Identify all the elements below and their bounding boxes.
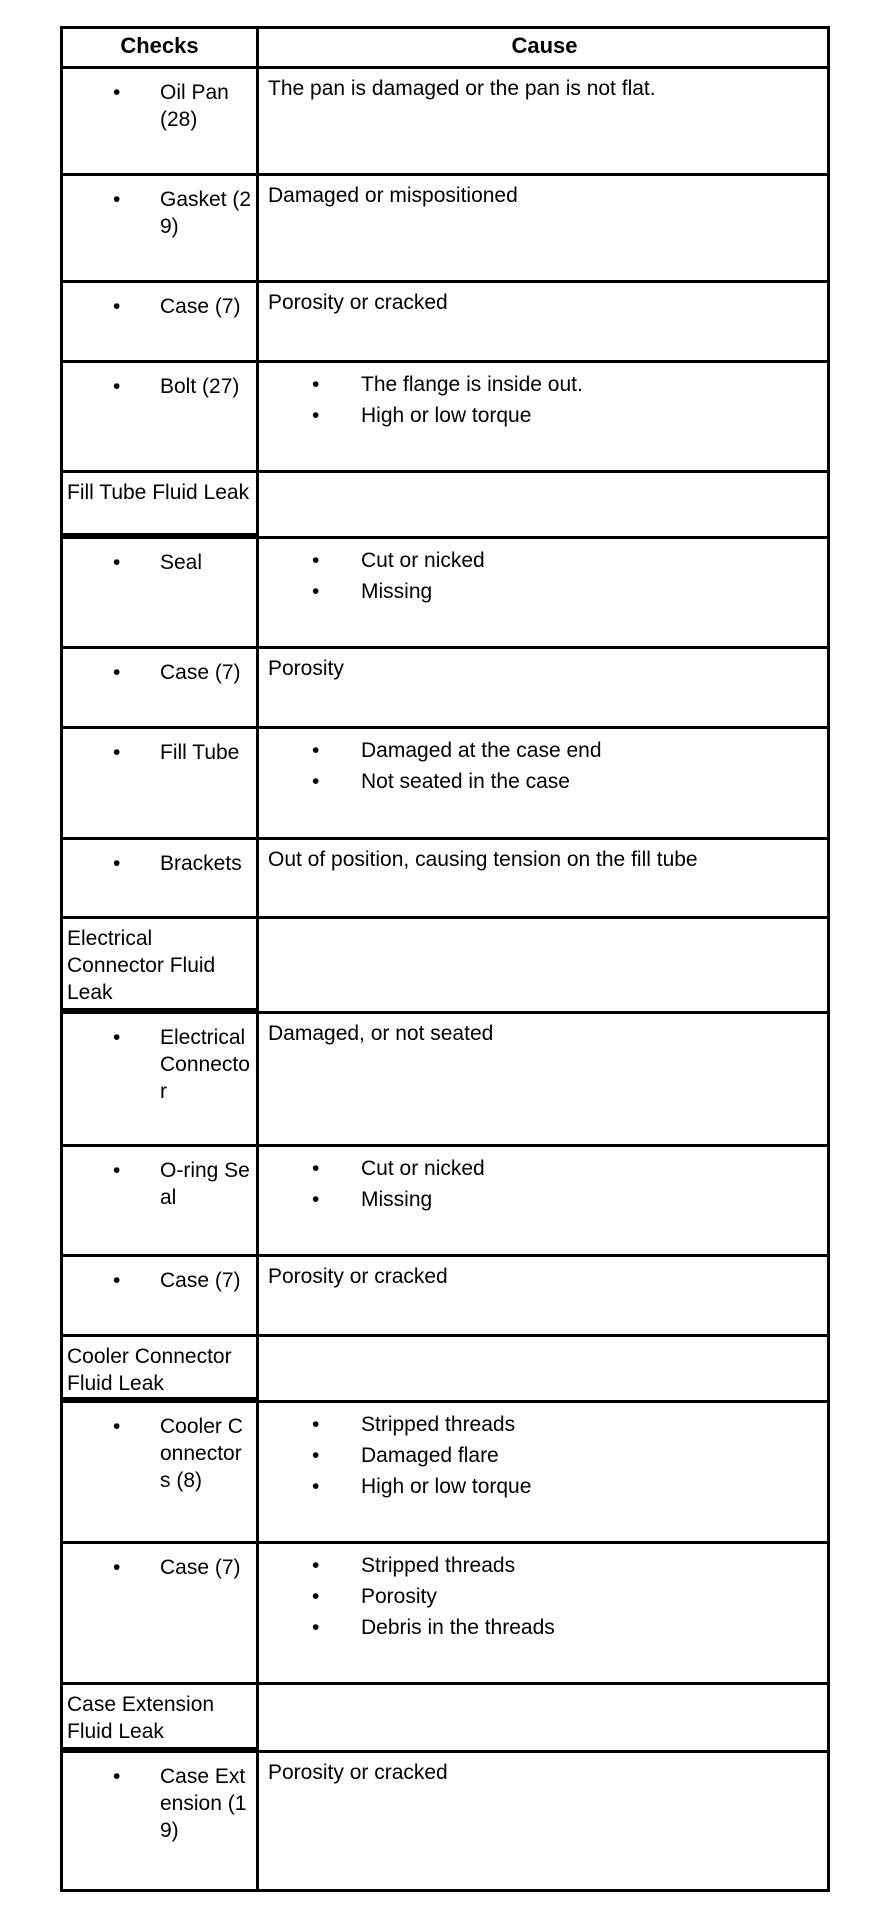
bullet: • (312, 404, 320, 427)
cause-item: Stripped threads (361, 1413, 516, 1436)
list-item (262, 576, 827, 607)
cause-cell (262, 176, 827, 280)
cause-item: High or low torque (361, 404, 532, 427)
table-row (63, 840, 827, 919)
check-label: Case (7) (160, 295, 241, 318)
list-item (262, 735, 827, 766)
check-cell (63, 1014, 259, 1144)
table-row (63, 283, 827, 363)
table-row (63, 1014, 827, 1147)
table-row (63, 729, 827, 840)
bullet: • (312, 1157, 320, 1180)
bullet: • (113, 1556, 121, 1579)
cause-item: Missing (361, 1188, 433, 1211)
cause-list (262, 545, 827, 607)
check-cell (63, 1147, 259, 1254)
cause-text: Damaged or mispositioned (268, 184, 518, 207)
check-label: Seal (160, 551, 203, 574)
check-cell (63, 1753, 259, 1889)
cause-item: Cut or nicked (361, 549, 485, 572)
check-label: Case (7) (160, 1556, 241, 1579)
cause-cell (262, 539, 827, 646)
cause-item: Not seated in the case (361, 770, 570, 793)
bullet: • (113, 1159, 121, 1182)
cause-cell (262, 649, 827, 726)
cause-cell (262, 1753, 827, 1889)
check-label: Case (7) (160, 661, 241, 684)
bullet: • (312, 373, 320, 396)
cause-cell (262, 1147, 827, 1254)
section-empty-cell (262, 1685, 827, 1750)
bullet: • (113, 1415, 121, 1438)
cause-cell (262, 1403, 827, 1541)
cause-text: Porosity or cracked (268, 1265, 448, 1288)
table-row (63, 649, 827, 729)
bullet: • (113, 741, 121, 764)
bullet: • (312, 549, 320, 572)
cause-text: Porosity or cracked (268, 291, 448, 314)
cause-list (262, 1409, 827, 1502)
cause-cell (262, 283, 827, 360)
check-cell (63, 729, 259, 837)
list-item (262, 1184, 827, 1215)
bullet: • (312, 1188, 320, 1211)
cause-cell (262, 840, 827, 916)
section-label: Electrical Connector Fluid Leak (67, 927, 216, 1004)
bullet: • (312, 1585, 320, 1608)
section-label-cell (63, 1337, 259, 1400)
cause-cell (262, 1544, 827, 1682)
bullet: • (113, 661, 121, 684)
bullet: • (113, 188, 121, 211)
bullet: • (312, 1444, 320, 1467)
bullet: • (113, 1765, 121, 1788)
bullet: • (113, 375, 121, 398)
check-label: Brackets (160, 852, 242, 875)
table-row (63, 1403, 827, 1544)
check-label: Case Extension (19) (160, 1765, 247, 1842)
table-row (63, 539, 827, 649)
section-empty-cell (262, 919, 827, 1011)
bullet: • (312, 739, 320, 762)
check-cell (63, 363, 259, 470)
table-header (63, 29, 827, 69)
section-label: Case Extension Fluid Leak (67, 1693, 215, 1743)
list-item (262, 1612, 827, 1643)
cause-cell (262, 363, 827, 470)
cause-cell (262, 69, 827, 173)
section-row (63, 919, 827, 1014)
cause-item: Damaged flare (361, 1444, 499, 1467)
section-row (63, 473, 827, 539)
bullet: • (312, 1413, 320, 1436)
cause-item: Porosity (361, 1585, 437, 1608)
list-item (262, 545, 827, 576)
cause-list (262, 735, 827, 797)
bullet: • (312, 1554, 320, 1577)
list-item (262, 1550, 827, 1581)
cause-cell (262, 729, 827, 837)
bullet: • (113, 295, 121, 318)
check-cell (63, 840, 259, 916)
checks-column-header: Checks (63, 29, 259, 66)
table-row (63, 176, 827, 283)
list-item (262, 1471, 827, 1502)
check-cell (63, 176, 259, 280)
bullet: • (312, 1475, 320, 1498)
check-label: Gasket (29) (160, 188, 252, 238)
cause-text: Porosity (268, 657, 344, 680)
section-label: Cooler Connector Fluid Leak (67, 1345, 232, 1395)
cause-item: Missing (361, 580, 433, 603)
cause-item: The flange is inside out. (361, 373, 583, 396)
list-item (262, 1409, 827, 1440)
check-label: Electrical Connector (160, 1026, 250, 1103)
check-label: Bolt (27) (160, 375, 240, 398)
section-empty-cell (262, 1337, 827, 1400)
table-row (63, 1147, 827, 1257)
bullet: • (113, 852, 121, 875)
bullet: • (312, 1616, 320, 1639)
section-label-cell (63, 1685, 259, 1750)
list-item (262, 1153, 827, 1184)
cause-text: Damaged, or not seated (268, 1022, 494, 1045)
cause-list (262, 1153, 827, 1215)
list-item (262, 400, 827, 431)
cause-list (262, 1550, 827, 1643)
check-label: O-ring Seal (160, 1159, 250, 1209)
check-label: Case (7) (160, 1269, 241, 1292)
list-item (262, 369, 827, 400)
section-label-cell (63, 919, 259, 1011)
leak-diagnosis-table (60, 26, 830, 1892)
check-cell (63, 649, 259, 726)
bullet: • (113, 551, 121, 574)
cause-text: The pan is damaged or the pan is not flat. (268, 77, 656, 100)
check-cell (63, 539, 259, 646)
cause-cell (262, 1257, 827, 1334)
table-row (63, 1544, 827, 1685)
cause-item: High or low torque (361, 1475, 532, 1498)
section-empty-cell (262, 473, 827, 536)
cause-cell (262, 1014, 827, 1144)
list-item (262, 1440, 827, 1471)
cause-item: Stripped threads (361, 1554, 516, 1577)
check-label: Cooler Connectors (8) (160, 1415, 243, 1492)
table-row (63, 1257, 827, 1337)
list-item (262, 1581, 827, 1612)
section-label-cell (63, 473, 259, 536)
bullet: • (113, 1269, 121, 1292)
table-row (63, 1753, 827, 1889)
section-row (63, 1337, 827, 1403)
cause-item: Cut or nicked (361, 1157, 485, 1180)
check-cell (63, 69, 259, 173)
bullet: • (312, 580, 320, 603)
check-cell (63, 1403, 259, 1541)
cause-item: Damaged at the case end (361, 739, 602, 762)
section-row (63, 1685, 827, 1753)
cause-text: Out of position, causing tension on the fill tube (268, 848, 698, 871)
check-label: Oil Pan (28) (160, 81, 229, 131)
check-cell (63, 283, 259, 360)
bullet: • (113, 1026, 121, 1049)
table-row (63, 363, 827, 473)
check-cell (63, 1257, 259, 1334)
list-item (262, 766, 827, 797)
bullet: • (113, 81, 121, 104)
table-row (63, 69, 827, 176)
cause-text: Porosity or cracked (268, 1761, 448, 1784)
check-cell (63, 1544, 259, 1682)
cause-item: Debris in the threads (361, 1616, 555, 1639)
bullet: • (312, 770, 320, 793)
check-label: Fill Tube (160, 741, 240, 764)
cause-list (262, 369, 827, 431)
cause-column-header: Cause (511, 33, 578, 58)
section-label: Fill Tube Fluid Leak (67, 481, 250, 504)
